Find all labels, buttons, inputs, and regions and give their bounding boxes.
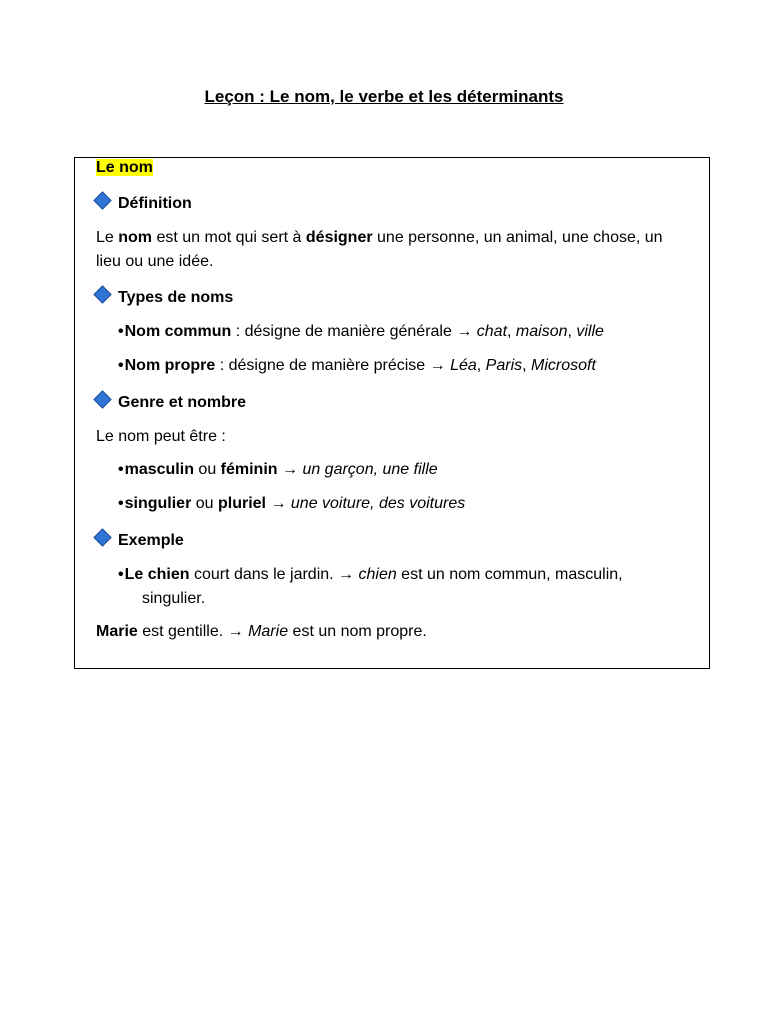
genre-word: masculin [124, 461, 194, 478]
definition-line-2: lieu ou une idée. [96, 253, 214, 270]
definition-heading-row [92, 192, 192, 216]
connector: ou [193, 461, 221, 478]
definition-text: une personne, un animal, une chose, un [372, 229, 663, 246]
diamond-icon [93, 390, 111, 408]
example-word: Paris [485, 357, 523, 374]
nom-commun-text: : désigne de manière générale → [231, 323, 477, 340]
diamond-icon [93, 191, 111, 209]
diamond-icon [93, 285, 111, 303]
genre-heading-row [92, 391, 246, 415]
exemple-text: court dans le jardin. → [189, 566, 359, 583]
exemple-italic: Marie [248, 623, 289, 640]
exemple-line-marie [96, 620, 427, 644]
exemple-text: est un nom commun, masculin, [396, 566, 623, 583]
types-heading-row [92, 286, 233, 310]
exemple-bold: Le chien [124, 566, 190, 583]
definition-line-1 [96, 226, 663, 250]
separator: , [567, 323, 577, 340]
example-word: chat [476, 323, 508, 340]
example-word: ville [576, 323, 604, 340]
list-item-genre [118, 458, 438, 482]
bullet: • [118, 323, 124, 340]
example-word: Microsoft [531, 357, 596, 374]
exemple-continuation: singulier. [142, 590, 206, 607]
example-text: un garçon, une fille [302, 461, 438, 478]
section-label: Le nom [96, 159, 153, 176]
separator: , [522, 357, 532, 374]
exemple-bold: Marie [96, 623, 138, 640]
definition-bold-nom: nom [118, 229, 153, 246]
list-item-nombre [118, 492, 465, 516]
list-item-nom-propre [118, 354, 596, 378]
definition-heading: Définition [118, 195, 192, 212]
nombre-word: singulier [124, 495, 192, 512]
separator: , [507, 323, 516, 340]
nombre-word: pluriel [217, 495, 266, 512]
arrow: → [277, 461, 303, 478]
nom-propre-text: : désigne de manière précise → [215, 357, 451, 374]
arrow: → [266, 495, 291, 512]
bullet: • [118, 495, 124, 512]
nom-commun-label: Nom commun [124, 323, 232, 340]
genre-intro: Le nom peut être : [96, 428, 226, 445]
exemple-text: est un nom propre. [288, 623, 427, 640]
connector: ou [191, 495, 218, 512]
example-word: maison [515, 323, 568, 340]
separator: , [476, 357, 486, 374]
genre-heading: Genre et nombre [118, 394, 247, 411]
example-word: Léa [450, 357, 477, 374]
section-label-row [96, 156, 153, 180]
genre-word: féminin [220, 461, 278, 478]
example-text: une voiture, des voitures [290, 495, 466, 512]
lesson-title: Leçon : Le nom, le verbe et les déterminants [204, 87, 564, 106]
list-item-nom-commun [118, 320, 604, 344]
diamond-icon [93, 528, 111, 546]
exemple-heading: Exemple [118, 532, 184, 549]
exemple-italic: chien [358, 566, 397, 583]
nom-propre-label: Nom propre [124, 357, 216, 374]
definition-text: est un mot qui sert à [152, 229, 306, 246]
definition-bold-designer: désigner [305, 229, 373, 246]
bullet: • [118, 566, 124, 583]
bullet: • [118, 357, 124, 374]
list-item-exemple [118, 563, 623, 587]
exemple-text: est gentille. → [137, 623, 249, 640]
exemple-heading-row [92, 529, 184, 553]
definition-text: Le [96, 229, 119, 246]
bullet: • [118, 461, 124, 478]
types-heading: Types de noms [118, 289, 234, 306]
